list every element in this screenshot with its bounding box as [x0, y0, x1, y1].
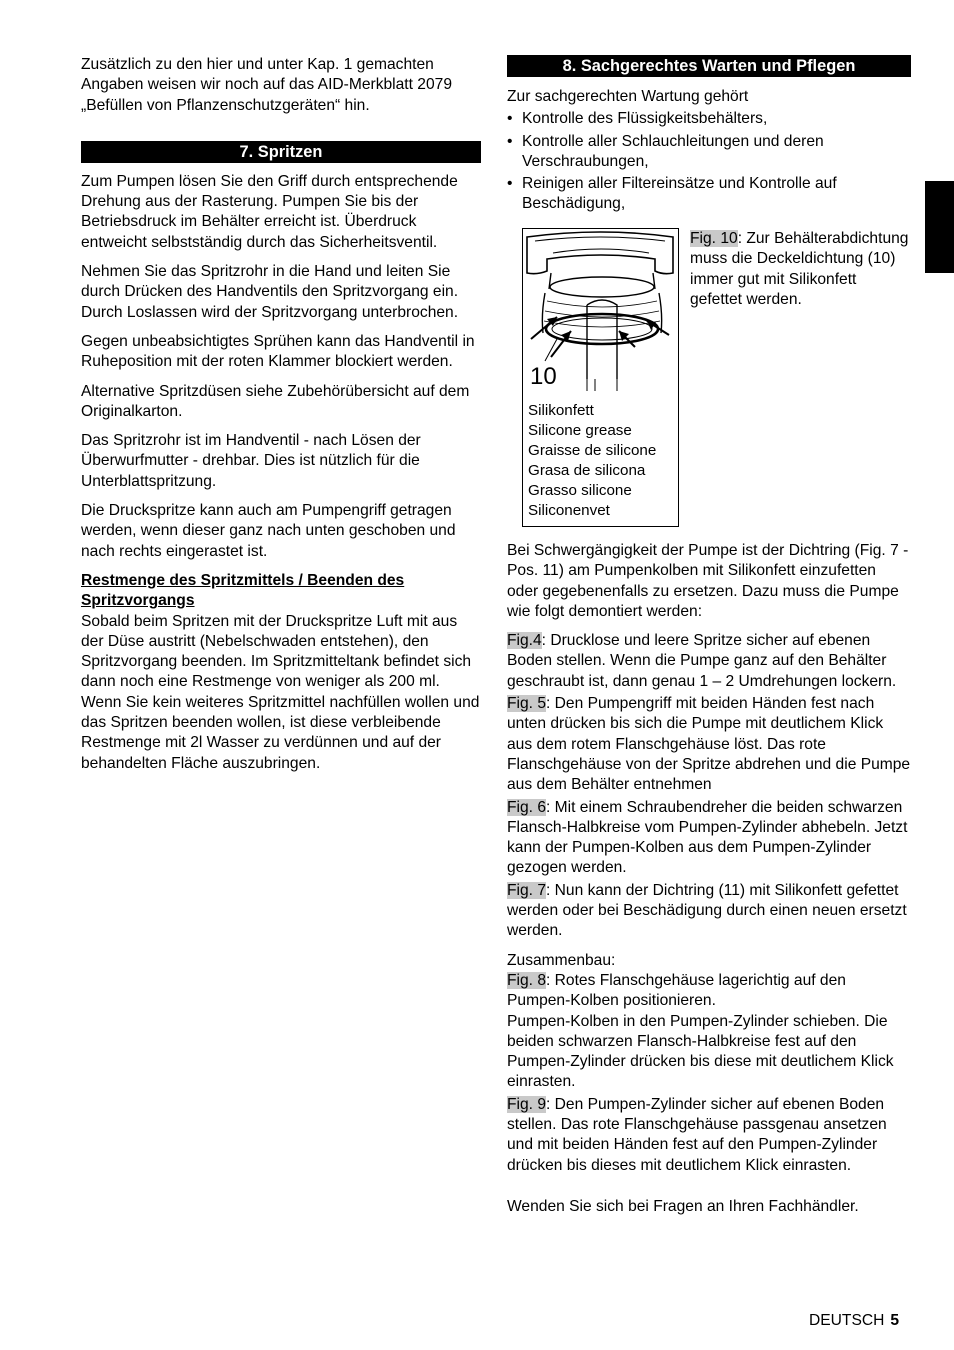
paragraph-rotatable-tube: Das Spritzrohr ist im Handventil - nach Lösen der Überwurfmutter - drehbar. Dies ist nützlich für die Unterblattspritzung. — [81, 432, 421, 490]
paragraph-pumping: Zum Pumpen lösen Sie den Griff durch entsprechende Drehung aus der Rasterung. Pumpen Sie bis der Betriebsdruck im Behälter erreicht ist. Überdruck entweicht selbstständig durch das Sicherheitsventil. — [81, 172, 458, 251]
figure-part-number: 10 — [530, 363, 557, 390]
legend-line: Graisse de silicone — [528, 442, 657, 460]
paragraph-carry: Die Druckspritze kann auch am Pumpengriff getragen werden, wenn dieser ganz nach unten geschoben und nach rechts eingerastet ist. — [81, 502, 456, 560]
step-fig5 — [507, 694, 911, 795]
list-item: • Kontrolle aller Schlauchleitungen und deren Verschraubungen, — [507, 132, 911, 173]
legend-line: Silicone grease — [528, 422, 632, 440]
figure-legend — [528, 401, 656, 522]
legend-line: Grasso silicone — [528, 482, 632, 500]
closing-note: Wenden Sie sich bei Fragen an Ihren Fachhändler. — [507, 1197, 859, 1215]
caption-text: : Zur Behälterabdichtung muss die Deckeldichtung (10) immer gut mit Silikonfett gefettet werden. — [690, 230, 909, 308]
step-fig8 — [507, 971, 911, 1012]
subheading-residual: Restmenge des Spritzmittels / Beenden des Spritzvorgangs — [81, 571, 405, 610]
figure-ref: Fig. 8 — [507, 971, 546, 989]
paragraph-spray-tube: Nehmen Sie das Spritzrohr in die Hand und leiten Sie durch Drücken des Handventils den Spritzvorgang ein. Durch Loslassen wird der Spritzvorgang unterbrochen. — [81, 263, 459, 321]
section-7-heading: 7. Spritzen — [81, 141, 481, 163]
paragraph-pump-stiff: Bei Schwergängigkeit der Pumpe ist der Dichtring (Fig. 7 - Pos. 11) am Pumpenkolben mit Silikonfett einzufetten oder gegebenenfalls zu ersetzen. Dazu muss die Pumpe wie folgt demontiert werden: — [507, 542, 909, 620]
section-8-heading: 8. Sachgerechtes Warten und Pflegen — [507, 55, 911, 77]
legend-line: Grasa de silicona — [528, 462, 646, 480]
step-fig4 — [507, 631, 911, 692]
step-text: : Den Pumpengriff mit beiden Händen fest nach unten drücken bis sich die Pumpe mit deutlichem Klick aus dem rotem Flanschgehäuse löst. Das rote Flanschgehäuse von der Spritze abdrehen und die Pumpe aus dem Behälter entnehmen — [507, 695, 911, 794]
step-text: : Mit einem Schraubendreher die beiden schwarzen Flansch-Halbkreise vom Pumpen-Zylinder abhebeln. Jetzt kann der Pumpen-Kolben aus dem Pumpen-Zylinder gezogen werden. — [507, 798, 908, 877]
list-item: • Reinigen aller Filtereinsätze und Kontrolle auf Beschädigung, — [507, 174, 911, 215]
step-fig9 — [507, 1095, 911, 1176]
figure-10 — [522, 228, 679, 527]
paragraph-hand-valve-lock: Gegen unbeabsichtigtes Sprühen kann das Handventil in Ruheposition mit der roten Klammer blockiert werden. — [81, 332, 475, 371]
figure-10-caption — [690, 229, 910, 310]
step-fig6 — [507, 798, 911, 879]
page-footer — [809, 1311, 899, 1331]
figure-ref: Fig. 6 — [507, 798, 546, 816]
maintenance-intro: Zur sachgerechten Wartung gehört — [507, 88, 749, 105]
maintenance-list — [507, 109, 911, 214]
legend-line: Siliconenvet — [528, 502, 610, 520]
intro-paragraph: Zusätzlich zu den hier und unter Kap. 1 gemachten Angaben weisen wir noch auf das AID-Merkblatt 2079 „Befüllen von Pflanzenschutzgeräten“ hin. — [81, 56, 452, 114]
figure-ref: Fig. 7 — [507, 881, 546, 899]
list-item: • Kontrolle des Flüssigkeitsbehälters, — [507, 109, 911, 129]
figure-ref: Fig. 5 — [507, 695, 546, 713]
right-column — [507, 55, 911, 1215]
assembly-label: Zusammenbau: — [507, 951, 616, 969]
step-text: : Rotes Flanschgehäuse lagerichtig auf den Pumpen-Kolben positionieren. — [507, 971, 846, 1010]
step-fig8-continued: Pumpen-Kolben in den Pumpen-Zylinder schieben. Die beiden schwarzen Flansch-Halbkreise fest auf den Pumpen-Zylinder drücken bis diese mit deutlichem Klick einrasten. — [507, 1012, 894, 1091]
language-side-tab — [925, 181, 954, 273]
paragraph-alternative-nozzles: Alternative Spritzdüsen siehe Zubehörübersicht auf dem Originalkarton. — [81, 382, 470, 420]
pump-maintenance-block — [507, 541, 911, 1217]
paragraph-residual: Sobald beim Spritzen mit der Druckspritze Luft mit aus der Düse austritt (Nebelschwaden entstehen), den Spritzvorgang beenden. Im Spritzmitteltank befindet sich dann noch eine Restmenge von weniger als 200 ml. Wenn Sie kein weiteres Spritzmittel nachfüllen wollen und das Spritzen beenden wollen, ist diese verbleibende Restmenge mit 2l Wasser zu verdünnen und auf der behandelten Fläche auszubringen. — [81, 612, 480, 772]
step-text: : Nun kann der Dichtring (11) mit Silikonfett gefettet werden oder bei Beschädigung durch einen neuen ersetzt werden. — [507, 881, 907, 940]
step-text: : Drucklose und leere Spritze sicher auf ebenen Boden stellen. Wenn die Pumpe ganz auf den Behälter geschraubt ist, dann genau 1 – 2 Umdrehungen lockern. — [507, 632, 897, 690]
figure-ref: Fig. 10 — [690, 230, 738, 247]
figure-ref: Fig.4 — [507, 632, 542, 650]
step-text: : Den Pumpen-Zylinder sicher auf ebenen Boden stellen. Das rote Flanschgehäuse passgenau ansetzen und mit beiden Händen fest auf den Pumpen-Zylinder drücken bis dieses mit deutlichem Klick einrasten. — [507, 1095, 887, 1174]
footer-language: DEUTSCH — [809, 1312, 885, 1329]
legend-line: Silikonfett — [528, 402, 594, 419]
step-fig7 — [507, 881, 911, 942]
left-column — [81, 55, 481, 774]
page-number: 5 — [890, 1312, 900, 1329]
figure-ref: Fig. 9 — [507, 1095, 546, 1113]
